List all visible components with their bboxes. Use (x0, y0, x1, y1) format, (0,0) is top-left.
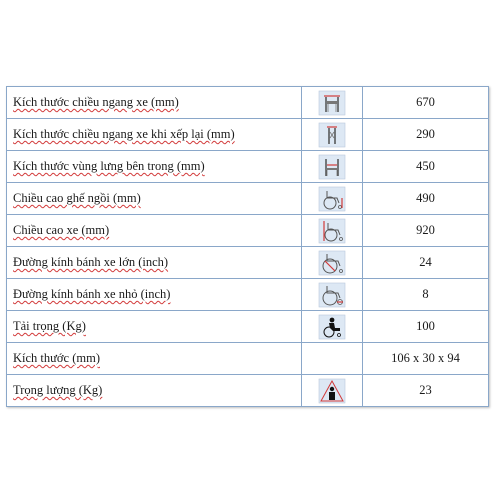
icon-cell (302, 215, 363, 247)
wheelchair-back-width-icon (318, 154, 346, 180)
icon-cell (302, 279, 363, 311)
row-label: Kích thước chiều ngang xe khi xếp lại (mm) (7, 119, 302, 151)
table-row (7, 87, 489, 119)
icon-cell (302, 375, 363, 407)
table-row (7, 375, 489, 407)
table-row (7, 343, 489, 375)
table-row (7, 279, 489, 311)
row-label: Đường kính bánh xe nhỏ (inch) (7, 279, 302, 311)
row-value: 100 (363, 311, 489, 343)
row-value: 24 (363, 247, 489, 279)
wheelchair-load-icon (318, 314, 346, 340)
row-value: 920 (363, 215, 489, 247)
icon-cell (302, 151, 363, 183)
wheelchair-small-wheel-icon (318, 282, 346, 308)
icon-cell (302, 247, 363, 279)
weight-icon (318, 378, 346, 404)
icon-cell (302, 311, 363, 343)
row-label: Đường kính bánh xe lớn (inch) (7, 247, 302, 279)
row-label: Kích thước (mm) (7, 343, 302, 375)
row-label: Chiều cao xe (mm) (7, 215, 302, 247)
row-value: 490 (363, 183, 489, 215)
table-row (7, 215, 489, 247)
table-row (7, 151, 489, 183)
table-row (7, 183, 489, 215)
row-label: Tải trọng (Kg) (7, 311, 302, 343)
wheelchair-seat-height-icon (318, 186, 346, 212)
spec-table (6, 86, 489, 407)
wheelchair-folded-width-icon (318, 122, 346, 148)
row-label: Kích thước chiều ngang xe (mm) (7, 87, 302, 119)
icon-cell (302, 183, 363, 215)
icon-cell (302, 343, 363, 375)
table-row (7, 119, 489, 151)
row-value: 290 (363, 119, 489, 151)
row-value: 8 (363, 279, 489, 311)
icon-cell (302, 119, 363, 151)
row-value: 106 x 30 x 94 (363, 343, 489, 375)
table-row (7, 247, 489, 279)
icon-cell (302, 87, 363, 119)
row-value: 670 (363, 87, 489, 119)
row-label: Chiều cao ghế ngồi (mm) (7, 183, 302, 215)
wheelchair-large-wheel-icon (318, 250, 346, 276)
row-label: Trọng lượng (Kg) (7, 375, 302, 407)
row-value: 23 (363, 375, 489, 407)
row-label: Kích thước vùng lưng bên trong (mm) (7, 151, 302, 183)
row-value: 450 (363, 151, 489, 183)
wheelchair-height-icon (318, 218, 346, 244)
table-row (7, 311, 489, 343)
wheelchair-width-icon (318, 90, 346, 116)
